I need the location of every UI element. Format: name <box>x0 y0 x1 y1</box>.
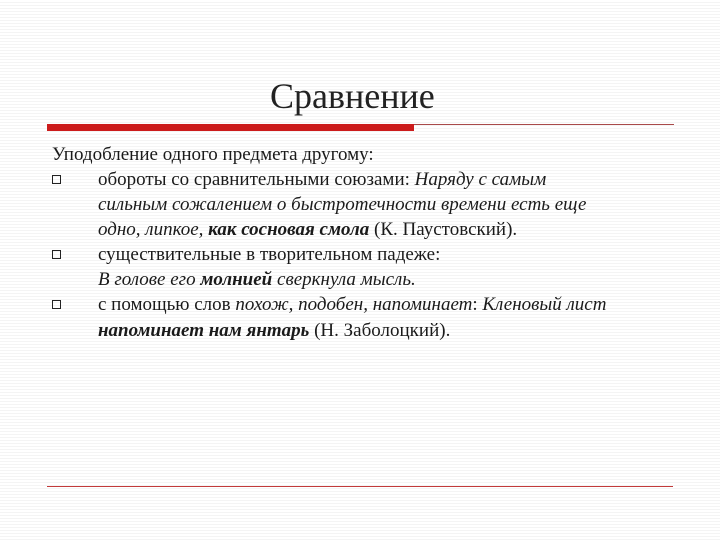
intro-text: Уподобление одного предмета другому: <box>52 144 374 165</box>
text-run: обороты со сравнительными союзами: <box>98 169 415 190</box>
bullet-line <box>98 317 682 344</box>
bullet-item <box>52 167 682 242</box>
text-run: (Н. Заболоцкий). <box>309 320 451 341</box>
text-run: молнией <box>200 269 273 290</box>
text-run: существительные в творительном падеже: <box>98 244 441 265</box>
bullet-line <box>98 267 682 292</box>
slide-title: Сравнение <box>270 76 435 116</box>
bullet-line <box>98 192 682 217</box>
slide-body <box>52 142 682 344</box>
bullet-item <box>52 242 682 292</box>
text-run: : <box>472 294 483 315</box>
title-underline-accent <box>47 124 414 131</box>
text-run: В голове его <box>98 269 201 290</box>
text-run: сверкнула мысль. <box>272 269 416 290</box>
text-run: как сосновая смола <box>208 219 370 240</box>
bullet-line <box>98 217 682 242</box>
text-run: с помощью слов <box>98 294 236 315</box>
square-bullet-icon <box>52 175 61 184</box>
bullet-line <box>98 167 682 192</box>
text-run: (К. Паустовский). <box>369 219 518 240</box>
title-underline-thin <box>414 124 674 125</box>
text-run: похож, подобен, напоминает <box>235 294 473 315</box>
square-bullet-icon <box>52 300 61 309</box>
text-run: одно, липкое, <box>98 219 209 240</box>
bullet-line <box>98 242 682 267</box>
square-bullet-icon <box>52 250 61 259</box>
text-run: Наряду с самым <box>414 169 547 190</box>
text-run: Кленовый лист <box>482 294 607 315</box>
text-run: сильным сожалением о быстротечности времени есть еще <box>98 194 587 215</box>
text-run: напоминает нам янтарь <box>98 320 310 341</box>
bullet-list <box>52 167 682 344</box>
footer-divider <box>47 486 673 487</box>
bullet-line <box>98 292 682 317</box>
bullet-item <box>52 292 682 344</box>
